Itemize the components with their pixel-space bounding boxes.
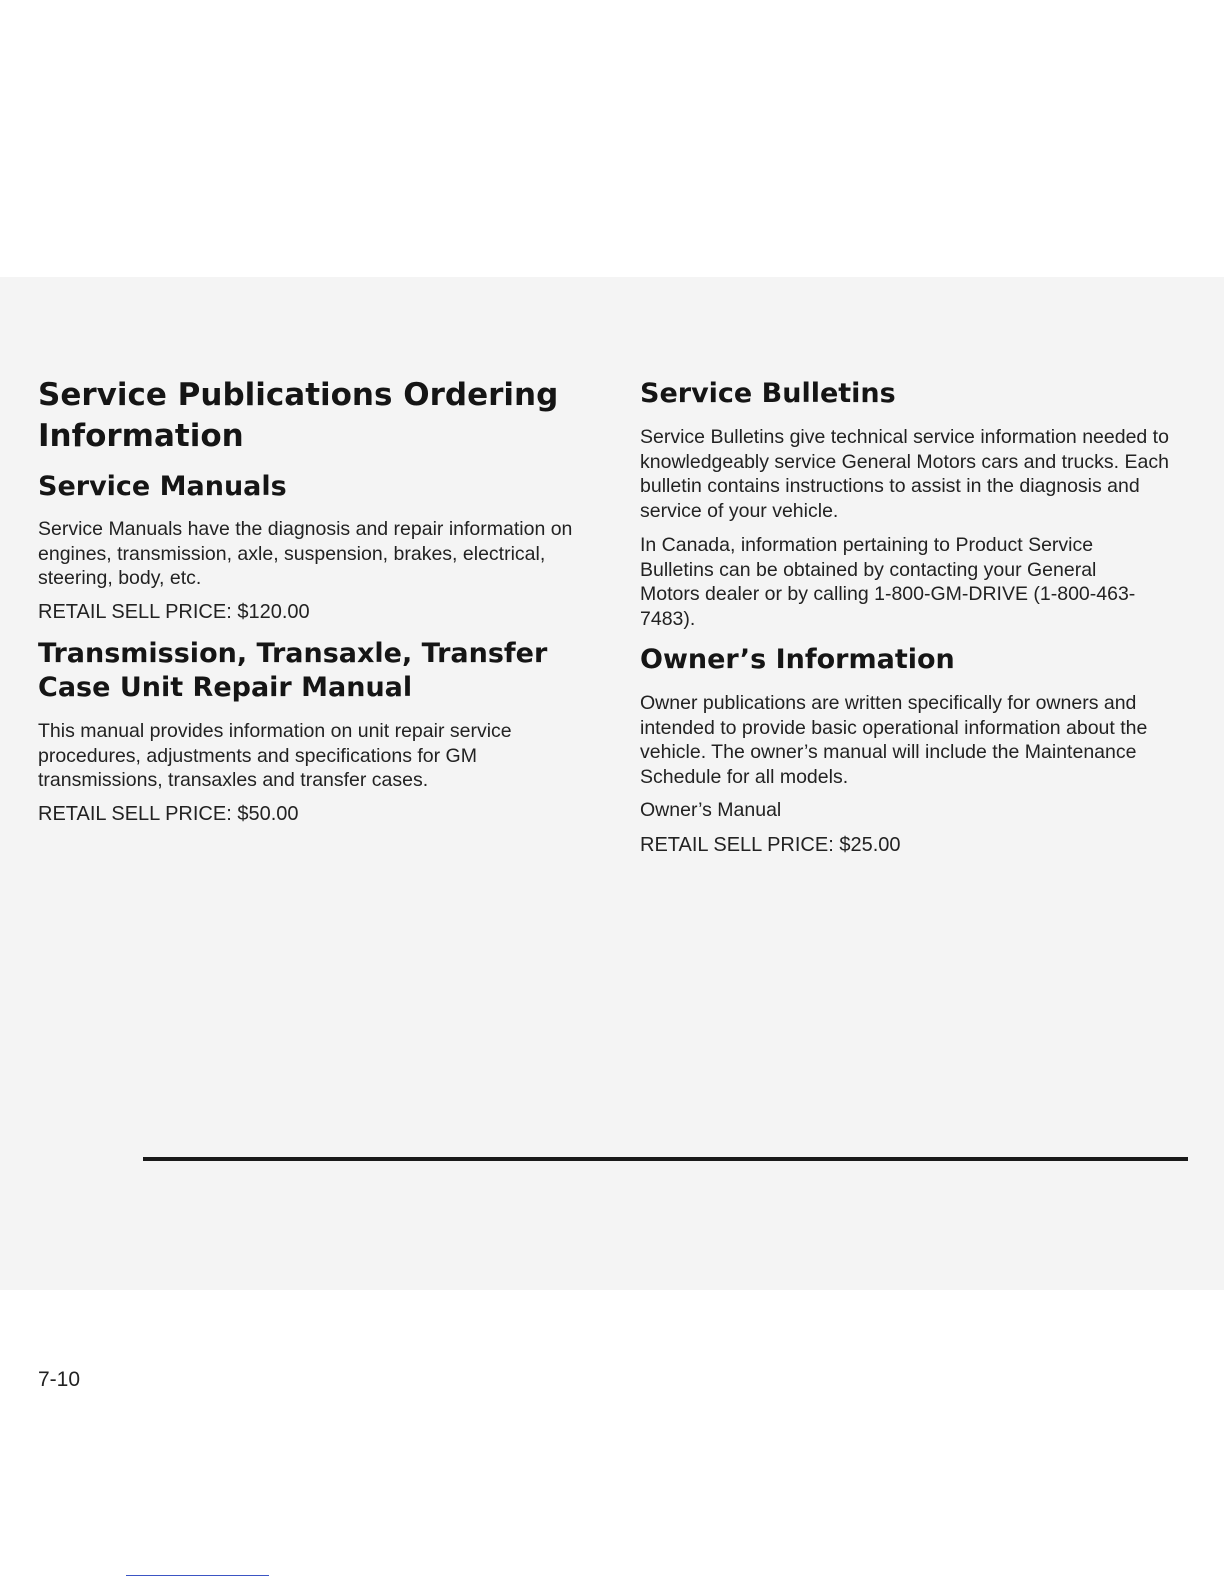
page-title: Service Publications Ordering Information <box>38 377 559 454</box>
service-bulletins-body: Service Bulletins give technical service information needed to knowledgeably service General Motors cars and trucks. Each bulletin contains instructions to assist in the diagnosis and service of your vehicle. <box>640 426 1169 522</box>
page-number: 7-10 <box>38 1368 81 1391</box>
owners-information-heading: Owner’s Information <box>640 644 955 675</box>
service-manuals-heading: Service Manuals <box>38 471 287 502</box>
service-bulletins-canada-note: In Canada, information pertaining to Product Service Bulletins can be obtained by contacting your General Motors dealer or by calling 1-800-GM-DRIVE (1-800-463-7483). <box>640 534 1136 630</box>
transmission-manual-body: This manual provides information on unit repair service procedures, adjustments and specifications for GM transmissions, transaxles and transfer cases. <box>38 720 512 791</box>
owners-information-body: Owner publications are written specifically for owners and intended to provide basic operational information about the vehicle. The owner’s manual will include the Maintenance Schedule for all models. <box>640 692 1148 788</box>
footer-divider <box>143 1157 1188 1161</box>
service-manuals-body: Service Manuals have the diagnosis and repair information on engines, transmission, axle, suspension, brakes, electrical, steering, body, etc. <box>38 518 573 589</box>
owners-manual-price: RETAIL SELL PRICE: $25.00 <box>640 834 901 856</box>
bottom-link-underline <box>126 1575 269 1576</box>
owners-manual-item: Owner’s Manual <box>640 799 782 821</box>
service-bulletins-heading: Service Bulletins <box>640 378 896 409</box>
transmission-manual-heading: Transmission, Transaxle, Transfer Case Unit Repair Manual <box>38 638 548 703</box>
service-manuals-price: RETAIL SELL PRICE: $120.00 <box>38 601 310 623</box>
document-page <box>0 277 1224 1391</box>
transmission-manual-price: RETAIL SELL PRICE: $50.00 <box>38 803 299 825</box>
